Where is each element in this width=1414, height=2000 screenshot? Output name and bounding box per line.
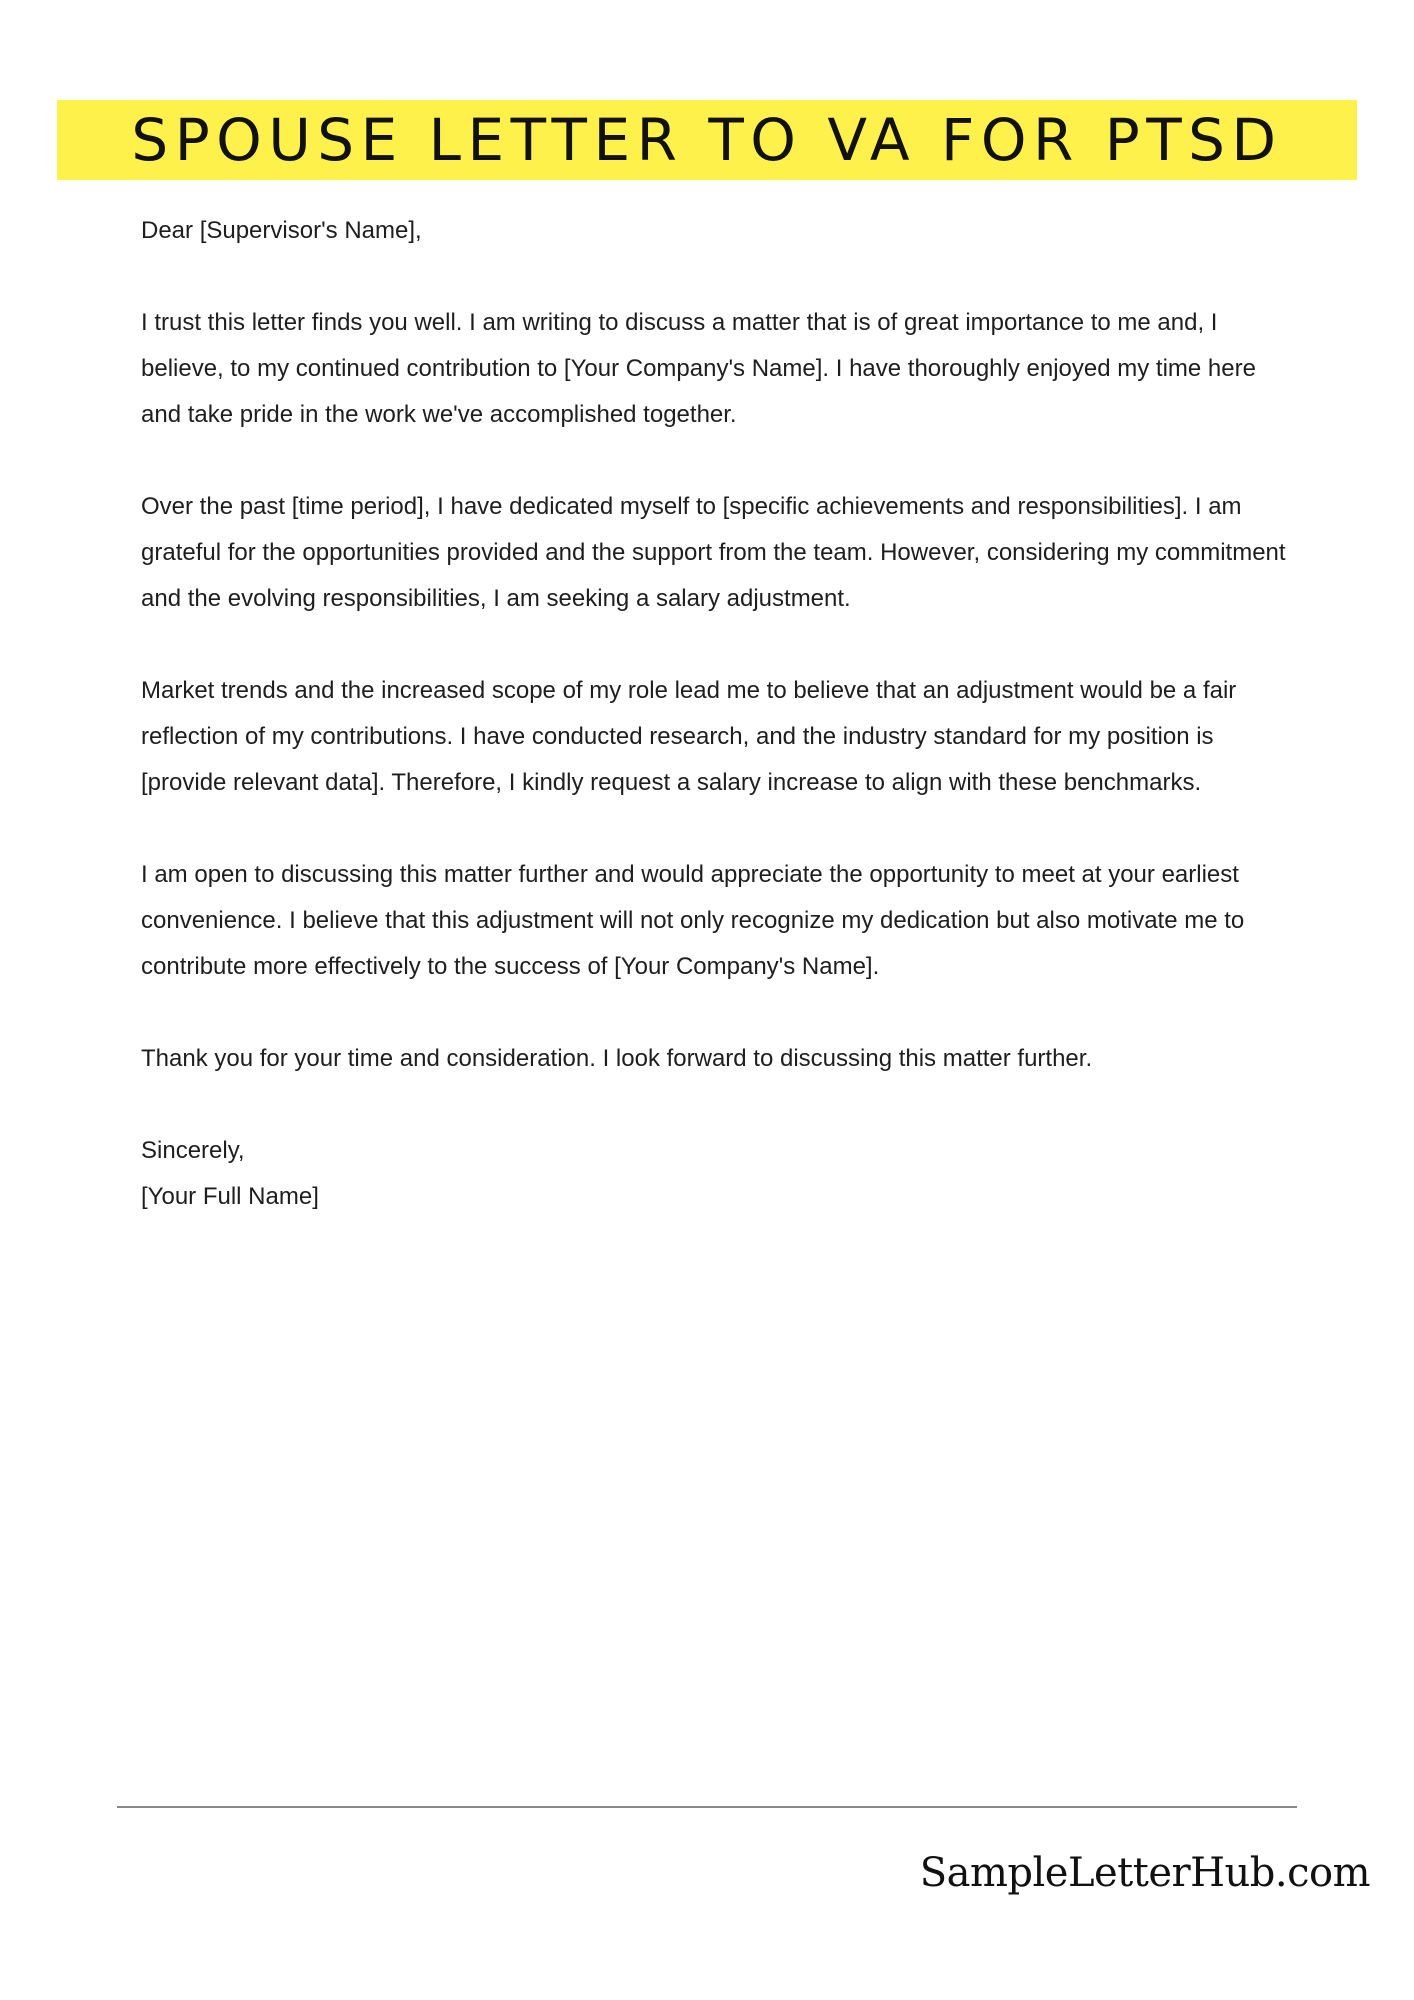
closing: Sincerely, (141, 1137, 245, 1164)
closing-block (141, 1128, 1291, 1220)
paragraph-2: Over the past [time period], I have dedicated myself to [specific achievements and responsibilities]. I am grateful for the opportunities provided and the support from the team. However, considering my commitment and the evolving responsibilities, I am seeking a salary adjustment. (141, 493, 1286, 612)
paragraph-3: Market trends and the increased scope of my role lead me to believe that an adjustment would be a fair reflection of my contributions. I have conducted research, and the industry standard for my position is [provide relevant data]. Therefore, I kindly request a salary increase to align with these benchmarks. (141, 677, 1237, 796)
salutation: Dear [Supervisor's Name], (141, 217, 422, 244)
signature: [Your Full Name] (141, 1183, 319, 1210)
paragraph-4: I am open to discussing this matter further and would appreciate the opportunity to meet at your earliest convenience. I believe that this adjustment will not only recognize my dedication but also motivate me to contribute more effectively to the success of [Your Company's Name]. (141, 861, 1245, 980)
footer-divider (117, 1806, 1297, 1808)
page-title: SPOUSE LETTER TO VA FOR PTSD (131, 106, 1283, 174)
paragraph-5: Thank you for your time and consideration. I look forward to discussing this matter further. (141, 1045, 1093, 1072)
title-banner (57, 100, 1357, 180)
footer-brand: SampleLetterHub.com (919, 1850, 1370, 1896)
letter-body (141, 208, 1291, 1220)
paragraph-1: I trust this letter finds you well. I am writing to discuss a matter that is of great importance to me and, I believe, to my continued contribution to [Your Company's Name]. I have thoroughly enjoyed my time here and take pride in the work we've accomplished together. (141, 309, 1256, 428)
